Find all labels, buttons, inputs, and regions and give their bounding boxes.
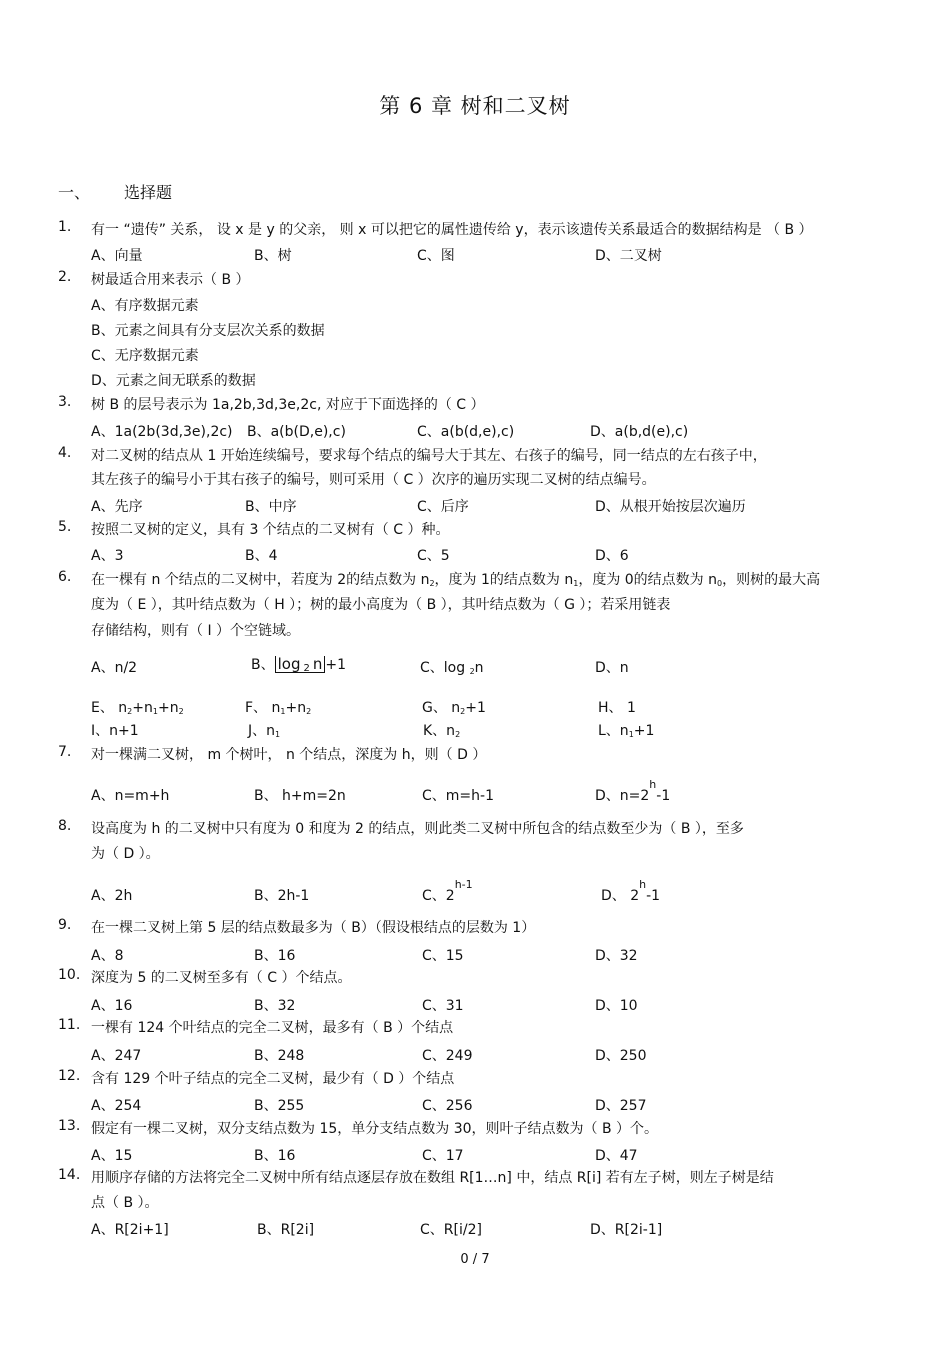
option-b: B、255 [254,1098,305,1114]
option-b: B、32 [254,998,296,1014]
option-d: D、10 [595,998,638,1014]
question-text-line-1 [91,569,820,589]
subscript: 2 [306,707,312,716]
subscript: 2 [127,707,133,716]
section-title: 选择题 [124,183,173,202]
log-base: 2 [303,663,310,674]
option-b [251,654,346,674]
option-f [245,697,311,717]
option-d: D、32 [595,948,638,964]
question-number: 13. [58,1118,81,1134]
option-suffix: -1 [646,888,661,904]
option-c: C、17 [422,1148,464,1164]
option-c: C、后序 [417,499,469,515]
log-arg: n [312,655,323,673]
option-c: C、m=h-1 [422,788,494,804]
subscript: 1 [573,579,579,588]
question-text: 对一棵满二叉树， m 个树叶， n 个结点，深度为 h，则（ D ） [91,747,487,763]
question-number: 14. [58,1167,81,1183]
option-a: A、向量 [91,248,143,264]
option-c: C、31 [422,998,464,1014]
question-text: 假定有一棵二叉树，双分支结点数为 15，单分支结点数为 30，则叶子结点数为（ B ）个。 [91,1121,659,1137]
option-c: C、R[i/2] [420,1222,482,1238]
option-prefix: J、n [248,723,276,739]
question-text: 深度为 5 的二叉树至多有（ C ）个结点。 [91,970,352,986]
option-b: B、元素之间具有分支层次关系的数据 [91,323,325,339]
option-k [423,720,460,740]
question-text-line-1: 对二叉树的结点从 1 开始连续编号，要求每个结点的编号大于其左、右孩子的编号，同一结点的左右孩子中， [91,448,767,464]
option-prefix: D、 2 [601,888,640,904]
option-prefix: G、 n [422,700,461,716]
option-j [248,720,280,740]
question-number: 4. [58,445,72,461]
option-b: B、中序 [245,499,297,515]
option-d [595,778,671,805]
subscript: 2 [429,579,435,588]
page-title: 第 6 章 树和二叉树 [379,94,571,118]
question-text: 树最适合用来表示（ B ） [91,272,250,288]
question-text-line-2: 其左孩子的编号小于其右孩子的编号，则可采用（ C ）次序的遍历实现二叉树的结点编号。 [91,472,656,488]
option-prefix: C、log [420,660,470,676]
option-suffix: +1 [325,657,347,673]
option-c: C、5 [417,548,450,564]
option-b: B、a(b(D,e),c) [247,424,346,440]
question-text-line-3: 存储结构，则有（ I ）个空链域。 [91,623,301,639]
text-part: ，度为 1的结点数为 n [434,572,574,588]
text-part: ，度为 0的结点数为 n [578,572,718,588]
question-text: 按照二叉树的定义，具有 3 个结点的二叉树有（ C ）种。 [91,522,450,538]
option-prefix: F、 n [245,700,281,716]
subscript: 1 [280,707,286,716]
option-a: A、R[2i+1] [91,1222,169,1238]
option-b: B、4 [245,548,278,564]
option-c: C、图 [417,248,455,264]
question-text: 含有 129 个叶子结点的完全二叉树，最少有（ D ）个结点 [91,1071,455,1087]
option-a: A、15 [91,1148,133,1164]
option-c: C、a(b(d,e),c) [417,424,515,440]
option-b: B、16 [254,948,296,964]
option-a: A、1a(2b(3d,3e),2c) [91,424,233,440]
option-d: D、R[2i-1] [590,1222,663,1238]
page-number: 0 / 7 [460,1252,490,1267]
question-number: 3. [58,394,72,410]
question-text-line-2: 度为（ E ），其叶结点数为（ H ）；树的最小高度为（ B ），其叶结点数为（ G ）；若采用链表 [91,597,671,613]
option-prefix: K、n [423,723,456,739]
option-d: D、n [595,660,629,676]
option-suffix: +1 [465,700,486,716]
option-a: A、n/2 [91,660,138,676]
option-h: H、 1 [598,700,636,716]
text-part: +n [157,700,179,716]
option-a: A、2h [91,888,133,904]
question-text: 在一棵二叉树上第 5 层的结点数最多为（ B）（假设根结点的层数为 1） [91,920,536,936]
option-c [420,657,484,677]
question-number: 11. [58,1017,81,1033]
text-part: +n [132,700,153,716]
option-c: C、256 [422,1098,473,1114]
option-b: B、树 [254,248,292,264]
option-prefix: E、 n [91,700,128,716]
option-a: A、254 [91,1098,142,1114]
option-d: D、二叉树 [595,248,662,264]
option-g [422,697,486,717]
option-a: A、3 [91,548,124,564]
option-suffix: -1 [656,788,671,804]
text-part: ，则树的最大高 [722,572,821,588]
section-number: 一、 [58,183,91,202]
log-text: log [277,655,301,673]
question-number: 9. [58,917,72,933]
question-text: 一棵有 124 个叶结点的完全二叉树，最多有（ B ）个结点 [91,1020,454,1036]
option-d: D、257 [595,1098,647,1114]
option-d [601,878,661,905]
option-prefix: B、 [251,657,275,673]
question-number: 2. [58,269,72,285]
question-number: 1. [58,219,72,235]
option-c: C、15 [422,948,464,964]
question-text-line-1: 用顺序存储的方法将完全二叉树中所有结点逐层存放在数组 R[1…n] 中，结点 R[i] 若有左子树，则左子树是结 [91,1170,774,1186]
question-text-line-1: 设高度为 h 的二叉树中只有度为 0 和度为 2 的结点，则此类二叉树中所包含的结点数至少为（ B ），至多 [91,821,744,837]
question-number: 5. [58,519,72,535]
option-prefix: C、2 [422,888,455,904]
question-number: 6. [58,569,72,585]
text-part: +n [285,700,307,716]
question-number: 7. [58,744,72,760]
option-b: B、2h-1 [254,888,310,904]
question-text-line-2: 点（ B ）。 [91,1195,159,1211]
question-number: 8. [58,818,72,834]
option-b: B、R[2i] [257,1222,315,1238]
option-d: D、元素之间无联系的数据 [91,373,256,389]
option-a: A、先序 [91,499,143,515]
section-heading [58,180,172,203]
option-d: D、a(b,d(e),c) [590,424,689,440]
option-b: B、 h+m=2n [254,788,346,804]
subscript: 1 [628,730,634,739]
option-l [598,720,654,740]
option-d: D、47 [595,1148,638,1164]
question-number: 12. [58,1068,81,1084]
superscript: h [639,878,647,891]
floor-bracket [275,656,326,673]
superscript: h-1 [454,878,473,891]
question-number: 10. [58,967,81,983]
option-a: A、247 [91,1048,142,1064]
subscript: 2 [469,667,475,676]
superscript: h [649,778,657,791]
option-prefix: D、n=2 [595,788,650,804]
text-part: 在一棵有 n 个结点的二叉树中，若度为 2的结点数为 n [91,572,430,588]
question-text-line-2: 为（ D ）。 [91,846,160,862]
option-suffix: +1 [633,723,655,739]
subscript: 2 [178,707,184,716]
option-i: I、n+1 [91,723,139,739]
option-c: C、无序数据元素 [91,348,199,364]
option-e [91,697,184,717]
question-text: 树 B 的层号表示为 1a,2b,3d,3e,2c, 对应于下面选择的（ C ） [91,397,485,413]
option-a: A、16 [91,998,133,1014]
subscript: 1 [152,707,158,716]
option-suffix: n [474,660,484,676]
option-d: D、从根开始按层次遍历 [595,499,746,515]
option-a: A、8 [91,948,124,964]
subscript: 0 [717,579,723,588]
option-c: C、249 [422,1048,473,1064]
question-text: 有一 “遗传” 关系， 设 x 是 y 的父亲， 则 x 可以把它的属性遗传给 y，表示该遗传关系最适合的数据结构是 （ B ） [91,222,813,238]
option-a: A、n=m+h [91,788,170,804]
option-d: D、6 [595,548,629,564]
option-c [422,878,473,905]
option-b: B、16 [254,1148,296,1164]
subscript: 2 [455,730,461,739]
subscript: 1 [275,730,281,739]
subscript: 2 [460,707,466,716]
option-d: D、250 [595,1048,647,1064]
option-a: A、有序数据元素 [91,298,199,314]
option-prefix: L、n [598,723,629,739]
option-b: B、248 [254,1048,305,1064]
